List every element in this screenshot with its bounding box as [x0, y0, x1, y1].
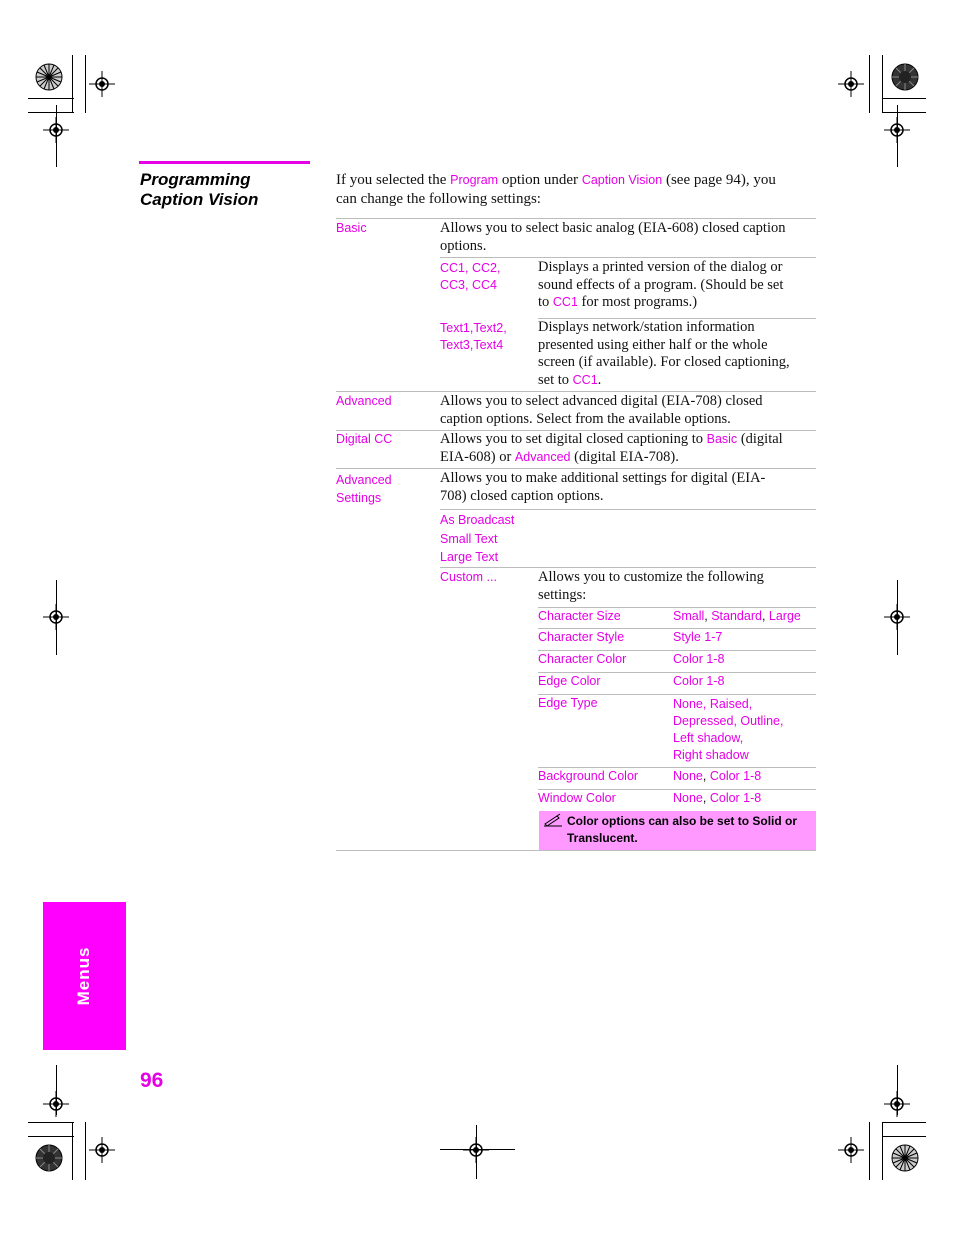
setting-edge-color-values: Color 1-8 [673, 674, 725, 688]
setting-character-style: Character Style [538, 630, 625, 644]
note-box [539, 811, 816, 850]
program-option-ref: Program [450, 173, 499, 187]
registration-target-icon [89, 1137, 115, 1163]
preset-as-broadcast: As Broadcast [440, 513, 515, 527]
registration-target-icon [43, 1091, 69, 1117]
registration-target-icon [884, 117, 910, 143]
advanced-description: Allows you to select advanced digital (EIA-708) closed caption options. Select from the available options. [440, 393, 763, 427]
registration-target-icon [89, 71, 115, 97]
advanced-settings-description: Allows you to make additional settings for digital (EIA- 708) closed caption options. [440, 470, 766, 504]
star-wheel-icon [35, 63, 63, 91]
basic-description: Allows you to select basic analog (EIA-608) closed caption options. [440, 220, 786, 254]
star-wheel-icon [891, 1144, 919, 1172]
setting-edge-type: Edge Type [538, 696, 598, 710]
cc-label: CC1, CC2, CC3, CC4 [440, 261, 501, 292]
preset-large-text: Large Text [440, 550, 499, 564]
section-heading [140, 170, 258, 210]
preset-list [440, 511, 514, 567]
heading-line-2: Caption Vision [140, 190, 259, 209]
setting-character-color: Character Color [538, 652, 627, 666]
preset-small-text: Small Text [440, 531, 498, 546]
setting-background-color: Background Color [538, 769, 639, 783]
note-line-1: Color options can also be set to Solid or [567, 814, 798, 828]
registration-target-icon [884, 1091, 910, 1117]
digital-cc-description: Allows you to set digital closed captioning to Basic (digital EIA-608) or Advanced (digital EIA-708). [440, 431, 783, 465]
digital-cc-label: Digital CC [336, 432, 393, 446]
registration-target-icon [43, 117, 69, 143]
setting-edge-type-values: None, Raised, Depressed, Outline, Left shadow, Right shadow [673, 697, 784, 762]
setting-character-size-values: Small, Standard, Large [673, 609, 801, 623]
registration-target-icon [43, 604, 69, 630]
advanced-settings-label: Advanced Settings [336, 473, 392, 505]
star-wheel-icon [891, 63, 919, 91]
text-label: Text1,Text2, Text3,Text4 [440, 321, 507, 352]
registration-target-icon [884, 604, 910, 630]
custom-label: Custom ... [440, 570, 497, 584]
note-line-2: Translucent. [567, 831, 638, 845]
page-number: 96 [140, 1069, 164, 1092]
registration-target-icon [838, 71, 864, 97]
setting-window-color-values: None, Color 1-8 [673, 791, 762, 805]
setting-character-size: Character Size [538, 609, 621, 623]
basic-label: Basic [336, 221, 367, 235]
custom-description: Allows you to customize the following settings: [538, 569, 764, 603]
text-description: Displays network/station information presented using either half or the whole screen (if available). For closed captioning, set to CC1. [538, 319, 790, 388]
advanced-label: Advanced [336, 394, 392, 408]
setting-character-style-values: Style 1-7 [673, 630, 723, 644]
side-tab [43, 902, 126, 1050]
setting-character-color-values: Color 1-8 [673, 652, 725, 666]
pencil-note-icon [543, 812, 563, 826]
cc-description: Displays a printed version of the dialog or sound effects of a program. (Should be set to CC1 for most programs.) [538, 259, 784, 310]
heading-line-1: Programming [140, 170, 251, 189]
heading-rule [139, 161, 310, 164]
caption-vision-ref: Caption Vision [581, 173, 663, 187]
registration-target-icon [838, 1137, 864, 1163]
star-wheel-icon [35, 1144, 63, 1172]
intro-paragraph: If you selected the Program option under Caption Vision (see page 94), you can change the following settings: [336, 172, 776, 207]
side-tab-label: Menus [74, 946, 93, 1006]
registration-target-icon [463, 1137, 489, 1163]
setting-background-color-values: None, Color 1-8 [673, 769, 762, 783]
setting-window-color: Window Color [538, 791, 616, 805]
setting-edge-color: Edge Color [538, 674, 601, 688]
